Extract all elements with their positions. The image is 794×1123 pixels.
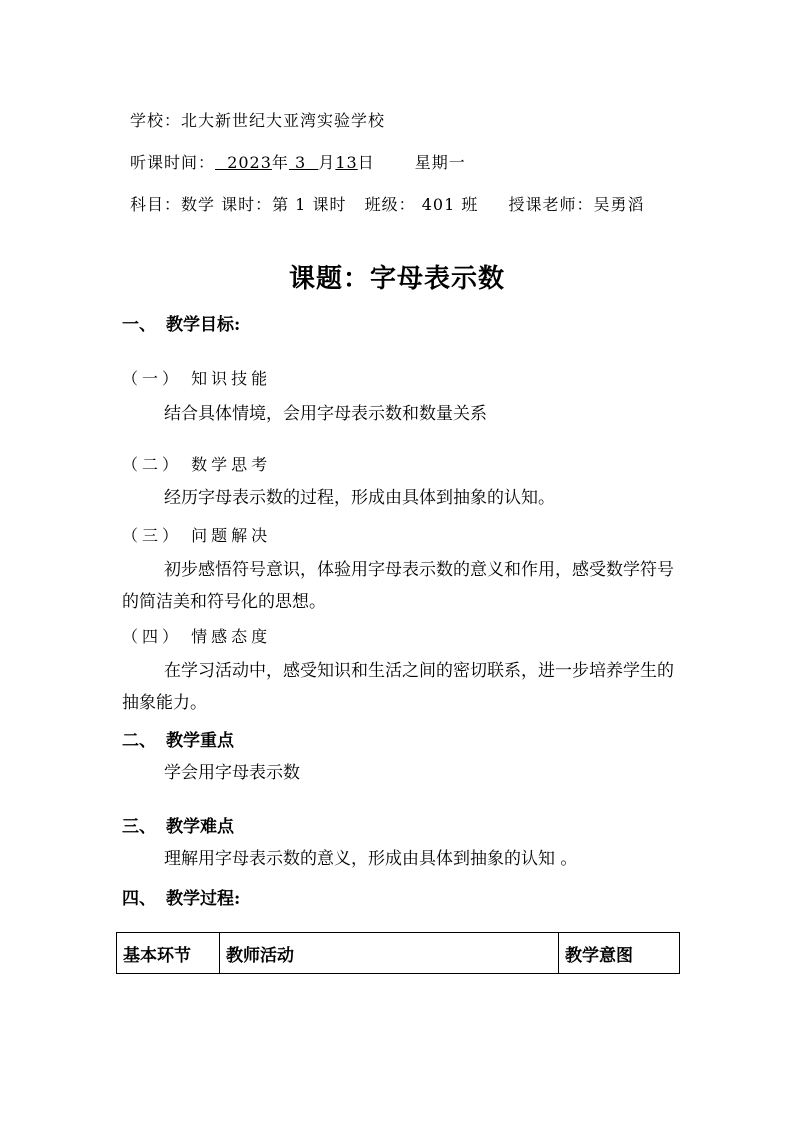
lesson-time-line [130,150,466,173]
section-title: 教学过程: [166,889,241,909]
section-difficulties-heading [122,812,234,837]
month-value: 3 [288,153,319,172]
section-key-points-text: 学会用字母表示数 [164,763,300,783]
subsection-problem-text: 初步感悟符号意识，体验用字母表示数的意义和作用，感受数学符号的简洁美和符号化的思想。 [122,560,674,612]
weekday: 星期一 [414,153,466,172]
subsection-knowledge-text: 结合具体情境，会用字母表示数和数量关系 [164,404,487,424]
table-header-row [117,933,680,974]
month-suffix: 月 [318,153,336,172]
section-title: 教学目标: [166,315,241,335]
header-teaching-intent: 教学意图 [559,933,680,974]
section-process-heading [122,884,240,909]
process-table [116,932,680,974]
day-value: 13 [335,153,358,172]
section-number: 一、 [122,315,156,335]
subsection-knowledge: （一） 知识技能 [122,369,272,388]
subsection-thinking-text: 经历字母表示数的过程，形成由具体到抽象的认知。 [164,488,555,508]
teacher-info: 授课老师：吴勇滔 [508,195,645,214]
time-label: 听课时间： [130,153,216,172]
section-number: 三、 [122,817,156,837]
page-title: 课题：字母表示数 [288,264,505,294]
subsection-problem: （三） 问题解决 [122,526,272,545]
year-suffix: 年 [271,153,289,172]
class-info: 班级： 401 班 [364,195,479,214]
section-difficulties-text: 理解用字母表示数的意义，形成由具体到抽象的认知 。 [164,849,578,869]
subject-info: 科目：数学 课时：第 1 课时 [130,195,347,214]
day-suffix: 日 [357,153,375,172]
year-value: 2023 [215,153,272,172]
subsection-thinking: （二） 数学思考 [122,455,272,474]
section-number: 二、 [122,731,156,751]
school-line: 学校：北大新世纪大亚湾实验学校 [130,111,386,130]
section-title: 教学重点 [166,731,234,751]
section-objectives-heading [122,310,240,335]
section-key-points-heading [122,726,234,751]
section-number: 四、 [122,889,156,909]
header-teacher-activity: 教师活动 [220,933,559,974]
header-stage: 基本环节 [117,933,220,974]
section-title: 教学难点 [166,817,234,837]
subsection-attitude-text: 在学习活动中，感受知识和生活之间的密切联系，进一步培养学生的抽象能力。 [122,661,674,713]
subject-line [130,192,645,215]
subsection-attitude: （四） 情感态度 [122,627,272,646]
